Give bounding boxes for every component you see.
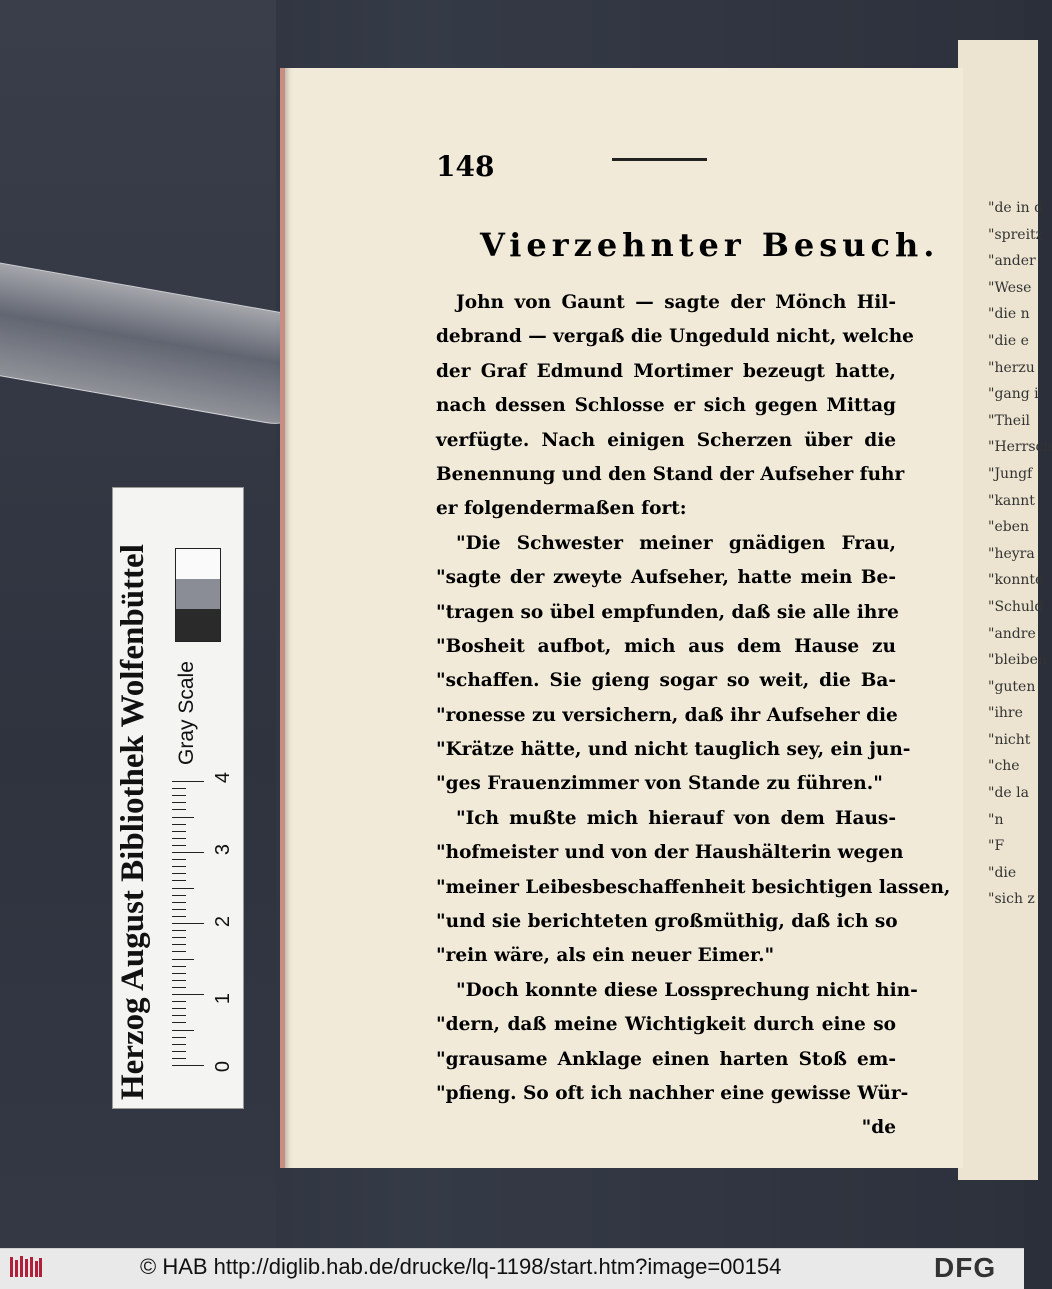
text-line: debrand — vergaß die Ungeduld nicht, welche bbox=[436, 326, 914, 348]
ruler-tick bbox=[172, 1051, 186, 1052]
text-line: "Die Schwester meiner gnädigen Frau, bbox=[456, 532, 896, 554]
text-line: "tragen so übel empfunden, daß sie alle ihre bbox=[436, 601, 899, 623]
swatch-gray bbox=[176, 579, 220, 609]
facing-page-line: "heyra bbox=[988, 545, 1035, 562]
hab-logo-icon bbox=[8, 1254, 44, 1280]
gray-scale-label: Gray Scale bbox=[175, 661, 198, 765]
ruler-number-1: 1 bbox=[212, 992, 235, 1005]
text-line: er folgendermaßen fort: bbox=[436, 498, 687, 520]
facing-page-line: "gang i bbox=[988, 386, 1039, 403]
facing-page-line: "die e bbox=[988, 332, 1029, 349]
text-line: "dern, daß meine Wichtigkeit durch eine so bbox=[436, 1014, 896, 1036]
ruler-tick bbox=[172, 817, 194, 818]
catchword: "de bbox=[861, 1117, 896, 1139]
ruler-tick bbox=[172, 987, 186, 988]
ruler-tick bbox=[172, 902, 186, 903]
facing-page-line: "kannt bbox=[988, 492, 1035, 509]
ruler-number-0: 0 bbox=[212, 1060, 235, 1073]
text-line: "Krätze hätte, und nicht tauglich sey, ein jun- bbox=[436, 739, 911, 761]
ruler-tick bbox=[172, 966, 186, 967]
ruler-tick bbox=[172, 1065, 204, 1066]
ruler-tick bbox=[172, 1015, 186, 1016]
facing-page-line: "ander bbox=[988, 253, 1036, 270]
facing-page-line: "de in d bbox=[988, 200, 1044, 216]
facing-page-line: "n bbox=[988, 811, 1004, 828]
text-line: verfügte. Nach einigen Scherzen über die bbox=[436, 429, 896, 451]
facing-page-line: "bleiben bbox=[988, 652, 1047, 669]
text-line: "Doch konnte diese Lossprechung nicht hin- bbox=[456, 979, 918, 1001]
text-line: "ronesse zu versichern, daß ihr Aufseher die bbox=[436, 704, 898, 726]
facing-page-line: "guten bbox=[988, 678, 1036, 695]
ruler-tick bbox=[172, 923, 204, 924]
facing-page-line: "Theil bbox=[988, 412, 1031, 429]
ruler-tick bbox=[172, 930, 186, 931]
ruler-tick bbox=[172, 809, 186, 810]
text-line: "grausame Anklage einen harten Stoß em- bbox=[436, 1048, 896, 1070]
chapter-title: Vierzehnter Besuch. bbox=[480, 226, 940, 264]
facing-page-line: "spreitz bbox=[988, 226, 1044, 243]
ruler-tick bbox=[172, 944, 186, 945]
ruler-tick bbox=[172, 1008, 186, 1009]
facing-page-line: "Jungf bbox=[988, 465, 1033, 482]
ruler-tick bbox=[172, 959, 194, 960]
text-line: "und sie berichteten großmüthig, daß ich so bbox=[436, 911, 898, 933]
ruler-tick bbox=[172, 937, 186, 938]
text-line: John von Gaunt — sagte der Mönch Hil- bbox=[456, 292, 896, 313]
ruler-tick bbox=[172, 1030, 194, 1031]
facing-page-line: "de la bbox=[988, 785, 1029, 802]
facing-page-line: "herzu bbox=[988, 359, 1035, 376]
ruler-tick bbox=[172, 788, 186, 789]
ruler-tick bbox=[172, 802, 186, 803]
ruler-tick bbox=[172, 859, 186, 860]
facing-page-line: "Schuld bbox=[988, 598, 1044, 615]
header-rule bbox=[612, 158, 707, 161]
facing-page-line: "Herrsch bbox=[988, 439, 1052, 456]
ruler-tick bbox=[172, 852, 204, 853]
swatch-black bbox=[176, 609, 220, 641]
text-line: "sagte der zweyte Aufseher, hatte mein Be- bbox=[436, 567, 896, 589]
ruler-tick bbox=[172, 888, 194, 889]
ruler-tick bbox=[172, 781, 204, 782]
footer-credit-link[interactable]: © HAB http://diglib.hab.de/drucke/lq-1198/start.htm?image=00154 bbox=[140, 1254, 782, 1279]
ruler-number-2: 2 bbox=[212, 915, 235, 928]
ruler-tick bbox=[172, 795, 186, 796]
facing-page-text bbox=[988, 195, 1052, 913]
ruler-tick bbox=[172, 895, 186, 896]
facing-page-line: "nicht bbox=[988, 731, 1031, 748]
ruler-tick bbox=[172, 831, 186, 832]
ruler-tick bbox=[172, 845, 186, 846]
ruler-tick bbox=[172, 951, 186, 952]
text-line: "pfieng. So oft ich nachher eine gewisse Wür- bbox=[436, 1082, 909, 1104]
text-line: nach dessen Schlosse er sich gegen Mittag bbox=[436, 395, 896, 417]
text-line: "Ich mußte mich hierauf von dem Haus- bbox=[456, 807, 896, 829]
facing-page-line: "F bbox=[988, 838, 1005, 855]
ruler-tick bbox=[172, 1037, 186, 1038]
ruler-ticks bbox=[172, 775, 204, 1065]
facing-page-line: "ihre bbox=[988, 705, 1023, 722]
facing-page-line: "che bbox=[988, 758, 1020, 775]
text-line: "Bosheit aufbot, mich aus dem Hause zu bbox=[436, 635, 896, 657]
ruler-number-4: 4 bbox=[212, 771, 235, 784]
text-line: "rein wäre, als ein neuer Eimer." bbox=[436, 945, 775, 967]
swatch-white bbox=[176, 549, 220, 579]
text-line: "schaffen. Sie gieng sogar so weit, die Ba- bbox=[436, 670, 896, 692]
text-line: Benennung und den Stand der Aufseher fuhr bbox=[436, 463, 905, 485]
ruler-tick bbox=[172, 866, 186, 867]
text-line: "hofmeister und von der Haushälterin wegen bbox=[436, 842, 904, 864]
text-line: "meiner Leibesbeschaffenheit besichtigen lassen, bbox=[436, 876, 951, 898]
ruler-tick bbox=[172, 980, 186, 981]
ruler-tick bbox=[172, 880, 186, 881]
ruler-tick bbox=[172, 1058, 186, 1059]
ruler-tick bbox=[172, 994, 204, 995]
facing-page-line: "eben bbox=[988, 519, 1029, 536]
page-number: 148 bbox=[436, 150, 495, 183]
ruler-tick bbox=[172, 916, 186, 917]
facing-page-line: "andre bbox=[988, 625, 1036, 642]
facing-page-line: "die n bbox=[988, 306, 1030, 323]
facing-page-line: "die bbox=[988, 864, 1017, 881]
ruler-tick bbox=[172, 838, 186, 839]
ruler-tick bbox=[172, 973, 186, 974]
text-line: der Graf Edmund Mortimer bezeugt hatte, bbox=[436, 360, 896, 382]
facing-page-line: "Wese bbox=[988, 279, 1032, 296]
ruler-tick bbox=[172, 873, 186, 874]
ruler-tick bbox=[172, 1044, 186, 1045]
ruler-tick bbox=[172, 824, 186, 825]
ruler-tick bbox=[172, 1022, 186, 1023]
ruler-institution-label: Herzog August Bibliothek Wolfenbüttel bbox=[115, 544, 151, 1100]
dfg-logo: DFG bbox=[934, 1252, 997, 1283]
page-body-text bbox=[436, 286, 951, 1146]
gray-swatches bbox=[175, 548, 221, 642]
ruler-tick bbox=[172, 909, 186, 910]
facing-page-line: "sich z bbox=[988, 891, 1035, 908]
ruler-tick bbox=[172, 1001, 186, 1002]
text-line: "ges Frauenzimmer von Stande zu führen." bbox=[436, 773, 883, 795]
facing-page-line: "konnte bbox=[988, 572, 1044, 589]
ruler-number-3: 3 bbox=[212, 843, 235, 856]
